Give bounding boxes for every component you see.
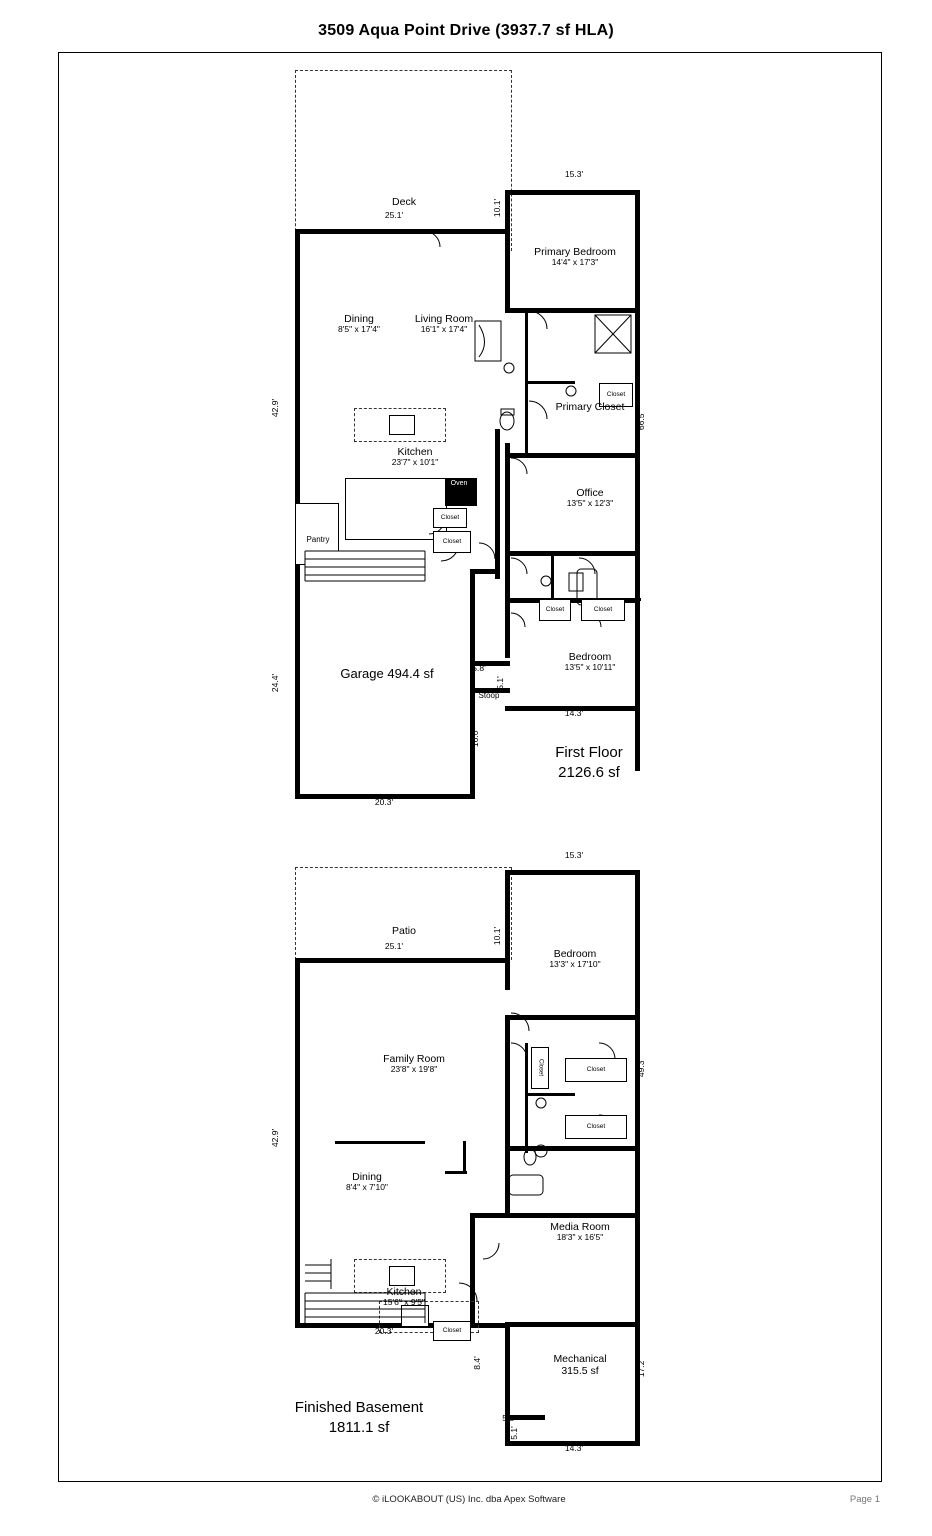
closet-label: Closet bbox=[565, 1115, 627, 1139]
room-stoop: Stoop bbox=[478, 691, 500, 700]
dimension: 8.4' bbox=[472, 1356, 482, 1370]
room-bedroom-basement: Bedroom 13'3" x 17'10" bbox=[549, 948, 601, 970]
room-pantry: Pantry bbox=[306, 535, 330, 544]
dimension: 14.3' bbox=[564, 708, 584, 718]
dimension: 42.9' bbox=[270, 398, 280, 418]
room-bedroom: Bedroom 13'5" x 10'11" bbox=[564, 651, 616, 673]
floor-title-first: First Floor 2126.6 sf bbox=[555, 744, 623, 781]
room-kitchen: Kitchen 23'7" x 10'1" bbox=[391, 446, 439, 468]
dimension: 25.1' bbox=[384, 941, 404, 951]
room-mechanical: Mechanical 315.5 sf bbox=[553, 1353, 607, 1378]
room-living: Living Room 16'1" x 17'4" bbox=[414, 313, 474, 335]
room-kitchen-basement: Kitchen 15'6" x 9'5" bbox=[383, 1286, 425, 1308]
room-office: Office 13'5" x 12'3" bbox=[566, 487, 614, 509]
room-dining: Dining 8'5" x 17'4" bbox=[338, 313, 380, 335]
footer-page-number: Page 1 bbox=[849, 1494, 880, 1505]
dimension: 5.8' bbox=[502, 1413, 516, 1423]
dimension: 49.3' bbox=[636, 1058, 646, 1078]
dimension: 66.5' bbox=[636, 411, 646, 431]
dimension: 10.1' bbox=[492, 926, 502, 946]
room-patio: Patio bbox=[392, 925, 416, 937]
closet-label: Closet bbox=[565, 1058, 627, 1082]
dimension: 20.3' bbox=[374, 797, 394, 807]
room-garage: Garage 494.4 sf bbox=[340, 666, 434, 681]
oven-label: Oven bbox=[450, 480, 468, 487]
dimension: 16.0' bbox=[470, 728, 480, 748]
closet-label: Closet bbox=[433, 508, 467, 528]
plan-sheet bbox=[58, 52, 882, 1482]
dimension: 24.4' bbox=[270, 673, 280, 693]
dimension: 10.1' bbox=[492, 198, 502, 218]
closet-label: Closet bbox=[599, 383, 633, 407]
dimension: 5.8' bbox=[472, 663, 486, 673]
dimension: 25.1' bbox=[384, 210, 404, 220]
dimension: 15.3' bbox=[564, 850, 584, 860]
basement-linework bbox=[59, 53, 881, 1481]
page-title: 3509 Aqua Point Drive (3937.7 sf HLA) bbox=[318, 22, 614, 39]
floor-title-basement: Finished Basement 1811.1 sf bbox=[294, 1399, 424, 1436]
dimension: 5.1' bbox=[495, 676, 505, 690]
dimension: 20.3' bbox=[374, 1326, 394, 1336]
dimension: 42.9' bbox=[270, 1128, 280, 1148]
footer-copyright: © iLOOKABOUT (US) Inc. dba Apex Software bbox=[372, 1494, 566, 1505]
closet-label: Closet bbox=[539, 599, 571, 621]
room-media: Media Room 18'3" x 16'5" bbox=[550, 1221, 610, 1243]
dimension: 17.2' bbox=[636, 1358, 646, 1378]
closet-label: Closet bbox=[433, 1321, 471, 1341]
room-deck: Deck bbox=[392, 196, 416, 208]
closet-label: Closet bbox=[581, 599, 625, 621]
room-primary-bedroom: Primary Bedroom 14'4" x 17'3" bbox=[534, 246, 616, 268]
dimension: 5.1' bbox=[509, 1426, 519, 1440]
room-family: Family Room 23'8" x 19'8" bbox=[383, 1053, 445, 1075]
room-dining-basement: Dining 8'4" x 7'10" bbox=[346, 1171, 388, 1193]
room-primary-closet: Primary Closet bbox=[555, 401, 625, 413]
closet-label: Closet bbox=[433, 531, 471, 553]
dimension: 15.3' bbox=[564, 169, 584, 179]
closet-label: Closet bbox=[531, 1047, 549, 1089]
dimension: 14.3' bbox=[564, 1443, 584, 1453]
